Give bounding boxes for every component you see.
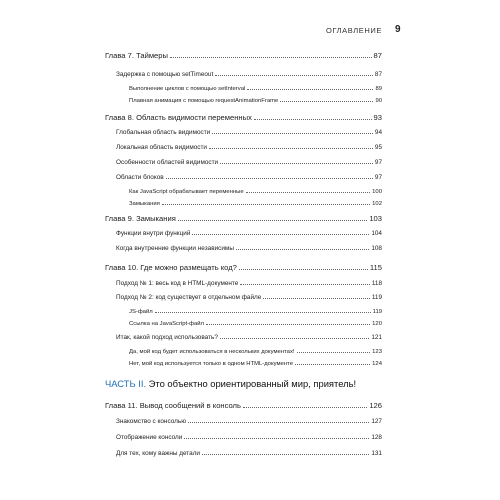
toc-subsection-row[interactable] xyxy=(129,186,382,195)
toc-section-row[interactable] xyxy=(116,332,382,341)
toc-subsection-row[interactable] xyxy=(129,358,382,367)
toc-entry-page: 123 xyxy=(372,349,382,355)
toc-entry-page: 118 xyxy=(371,280,382,287)
toc-chapter-row[interactable] xyxy=(105,262,382,272)
dot-leader xyxy=(162,203,370,205)
toc-chapter-row[interactable] xyxy=(105,400,382,410)
toc-entry-title: Итак, какой подход использовать? xyxy=(116,334,218,341)
dot-leader xyxy=(206,323,370,325)
toc-entry-page: 103 xyxy=(369,214,382,223)
toc-entry-page: 102 xyxy=(372,201,382,207)
toc-entry-title: Области блоков xyxy=(116,174,164,181)
toc-entry-page: 126 xyxy=(369,401,382,410)
dot-leader xyxy=(170,56,372,58)
toc-entry-title: Глава 10. Где можно размещать код? xyxy=(105,263,237,272)
toc-chapter-row[interactable] xyxy=(105,213,382,223)
toc-entry-title: Подход № 1: весь код в HTML-документе xyxy=(116,280,239,287)
toc-entry-title: Глава 9. Замыкания xyxy=(105,214,176,223)
toc-section-row[interactable] xyxy=(116,157,382,166)
dot-leader xyxy=(212,132,373,134)
toc-entry-title: Выполнение циклов с помощью setInterval xyxy=(129,86,246,92)
toc-entry-page: 121 xyxy=(371,334,382,341)
dot-leader xyxy=(295,363,370,365)
dot-leader xyxy=(220,162,373,164)
toc-entry-page: 89 xyxy=(375,86,382,92)
toc-entry-page: 127 xyxy=(371,418,382,425)
dot-leader xyxy=(263,297,369,299)
toc-section-row[interactable] xyxy=(116,142,382,151)
toc-entry-title: Отображение консоли xyxy=(116,434,183,441)
toc-entry-page: 95 xyxy=(374,144,382,151)
toc-entry-page: 120 xyxy=(372,321,382,327)
toc-entry-title: Особенности областей видимости xyxy=(116,159,219,166)
dot-leader xyxy=(236,248,369,250)
dot-leader xyxy=(166,177,373,179)
toc-entry-title: Для тех, кому важны детали xyxy=(116,450,200,457)
toc-section-row[interactable] xyxy=(116,278,382,287)
dot-leader xyxy=(297,351,371,353)
toc-entry-page: 97 xyxy=(374,174,382,181)
dot-leader xyxy=(155,311,371,313)
toc-entry-page: 87 xyxy=(374,71,382,78)
dot-leader xyxy=(239,268,368,270)
toc-entry-page: 90 xyxy=(375,98,382,104)
toc-entry-page: 97 xyxy=(374,159,382,166)
toc-entry-title: Да, мой код будет использоваться в нескольких документах! xyxy=(129,349,295,355)
toc-entry-title: Ссылка на JavaScript-файл xyxy=(129,321,204,327)
toc-entry-title: JS-файл xyxy=(129,309,153,315)
toc-section-row[interactable] xyxy=(116,432,382,441)
toc-entry-page: 108 xyxy=(371,245,382,252)
toc-entry-page: 115 xyxy=(369,263,382,272)
dot-leader xyxy=(215,74,373,76)
toc-section-row[interactable] xyxy=(116,172,382,181)
page-number: 9 xyxy=(395,24,401,35)
toc-subsection-row[interactable] xyxy=(129,318,382,327)
toc-entry-title: Когда внутренние функции независимы xyxy=(116,245,234,252)
toc-section-row[interactable] xyxy=(116,292,382,301)
toc-entry-page: 87 xyxy=(373,51,382,60)
toc-chapter-row[interactable] xyxy=(105,50,382,60)
toc-subsection-row[interactable] xyxy=(129,95,382,104)
toc-entry-title: Подход № 2: код существует в отдельном файле xyxy=(116,294,262,301)
toc-entry-title: Плавная анимация с помощью requestAnimationFrame xyxy=(129,98,279,104)
toc-section-row[interactable] xyxy=(116,416,382,425)
toc-entry-title: Как JavaScript обрабатывает переменные xyxy=(129,189,244,195)
part-label: ЧАСТЬ II. xyxy=(105,378,147,389)
toc-entry-title: Глава 8. Область видимости переменных xyxy=(105,113,252,122)
dot-leader xyxy=(240,283,369,285)
toc-entry-title: Глобальная область видимости xyxy=(116,129,211,136)
toc-entry-page: 93 xyxy=(373,113,382,122)
toc-section-row[interactable] xyxy=(116,448,382,457)
part-heading[interactable] xyxy=(105,378,356,389)
toc-entry-page: 119 xyxy=(371,294,382,301)
header-title: ОГЛАВЛЕНИЕ xyxy=(325,26,382,35)
toc-entry-title: Нет, мой код используется только в одном HTML-документе xyxy=(129,361,293,367)
toc-entry-page: 104 xyxy=(371,230,382,237)
toc-chapter-row[interactable] xyxy=(105,112,382,122)
toc-subsection-row[interactable] xyxy=(129,346,382,355)
dot-leader xyxy=(202,453,369,455)
toc-entry-title: Знакомство с консолью xyxy=(116,418,186,425)
dot-leader xyxy=(254,118,372,120)
dot-leader xyxy=(192,233,369,235)
toc-subsection-row[interactable] xyxy=(129,306,382,315)
toc-entry-title: Локальная область видимости xyxy=(116,144,207,151)
dot-leader xyxy=(243,406,367,408)
toc-entry-title: Замыкания xyxy=(129,201,160,207)
toc-entry-title: Задержка с помощью setTimeout xyxy=(116,71,214,78)
dot-leader xyxy=(178,219,368,221)
toc-entry-page: 131 xyxy=(371,450,382,457)
toc-section-row[interactable] xyxy=(116,228,382,237)
toc-subsection-row[interactable] xyxy=(129,83,382,92)
toc-entry-page: 119 xyxy=(372,309,382,315)
toc-section-row[interactable] xyxy=(116,127,382,136)
toc-entry-page: 128 xyxy=(371,434,382,441)
dot-leader xyxy=(209,147,373,149)
dot-leader xyxy=(220,337,369,339)
toc-entry-title: Функции внутри функций xyxy=(116,230,191,237)
dot-leader xyxy=(184,437,369,439)
toc-entry-page: 94 xyxy=(374,129,382,136)
toc-section-row[interactable] xyxy=(116,243,382,252)
part-name: Это объектно ориентированный мир, приятель! xyxy=(148,378,357,389)
toc-section-row[interactable] xyxy=(116,69,382,78)
dot-leader xyxy=(280,100,373,102)
dot-leader xyxy=(188,421,369,423)
toc-entry-title: Глава 11. Вывод сообщений в консоль xyxy=(105,401,241,410)
toc-subsection-row[interactable] xyxy=(129,198,382,207)
toc-entry-page: 100 xyxy=(372,189,382,195)
dot-leader xyxy=(247,88,373,90)
dot-leader xyxy=(246,191,370,193)
toc-entry-page: 124 xyxy=(372,361,382,367)
toc-entry-title: Глава 7. Таймеры xyxy=(105,51,168,60)
